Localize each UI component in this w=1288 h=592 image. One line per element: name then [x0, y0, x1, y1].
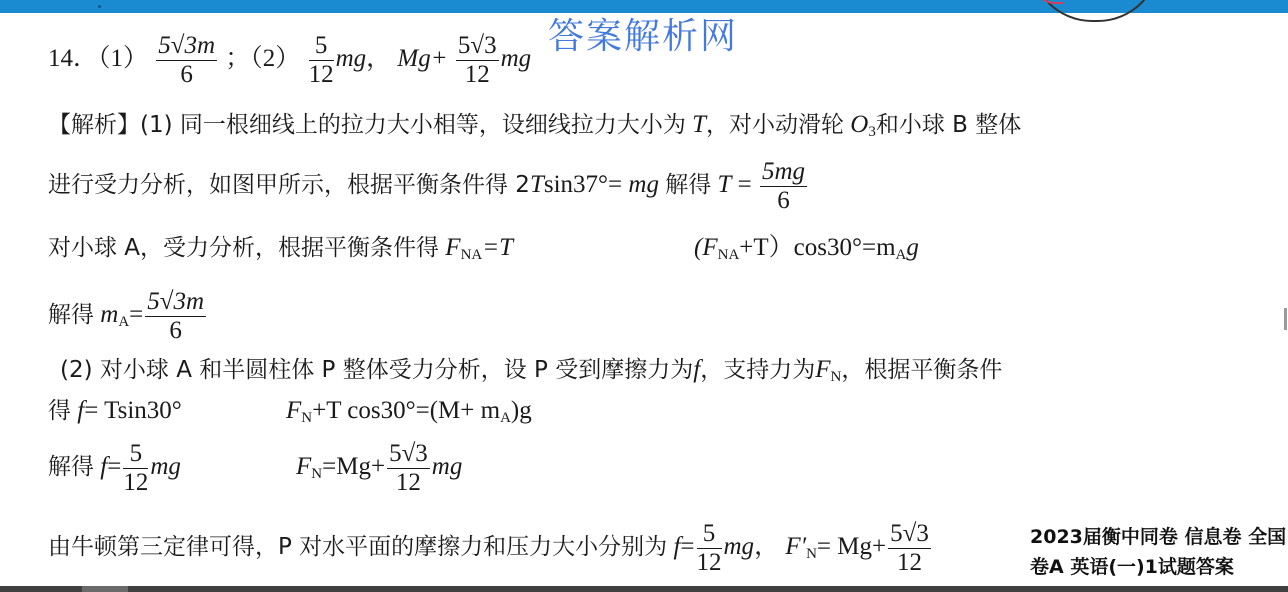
var-T: T	[692, 111, 707, 138]
fraction-denominator: 12	[896, 549, 922, 576]
subscript: N	[311, 466, 323, 483]
equation-part: (F	[694, 234, 718, 261]
text-run: 解得	[665, 172, 712, 199]
equation-part: +T）cos30°=m	[739, 234, 896, 261]
text-run: 【解析】(1) 同一根细线上的拉力大小相等，设细线拉力大小为	[48, 112, 686, 138]
fraction-denominator: 12	[696, 549, 722, 576]
subscript: NA	[717, 247, 740, 263]
text-run: ，支持力为	[700, 357, 816, 383]
fraction-denominator: 12	[308, 61, 334, 88]
equals: =	[731, 171, 758, 199]
answer-fraction-3	[456, 32, 499, 89]
text-run: 解得	[48, 302, 94, 329]
fraction-denominator: 6	[169, 317, 182, 344]
var-mg: mg	[150, 453, 181, 481]
var-f: f	[673, 533, 681, 561]
subscript: N	[806, 546, 817, 563]
subscript: A	[500, 410, 511, 426]
analysis-line-8	[48, 520, 933, 577]
fraction-mA	[145, 288, 206, 345]
fraction-denominator: 12	[123, 469, 149, 496]
bottom-bar-segment	[82, 586, 128, 592]
answer-fraction-2	[309, 32, 334, 89]
fraction-numerator: 5	[123, 440, 148, 469]
answer-line	[48, 32, 531, 89]
fraction-denominator: 6	[180, 61, 193, 88]
analysis-line-3	[48, 233, 513, 270]
answer-mg-2: mg	[500, 45, 532, 73]
analysis-line-1	[48, 110, 1021, 147]
var-F: F	[445, 234, 461, 261]
fraction-numerator: 5	[309, 32, 334, 61]
answer-Mg-plus: Mg+	[397, 45, 448, 73]
subscript: A	[895, 247, 907, 263]
analysis-line-6-eq	[286, 396, 532, 433]
text-run: 解得	[48, 454, 94, 481]
subscript: 3	[868, 124, 876, 140]
text-run: ，	[754, 533, 780, 561]
fraction-numerator: 5√3m	[147, 288, 205, 315]
fraction-f-prime	[697, 520, 722, 577]
fraction-FN-prime	[888, 520, 931, 577]
var-f: f	[693, 356, 701, 383]
analysis-line-7	[48, 440, 181, 497]
var-T: T	[717, 171, 732, 199]
equation-part: +T cos30°=(M+ m	[312, 397, 501, 424]
var-f: f	[100, 453, 108, 481]
answer-mg: mg	[335, 45, 367, 73]
var-F: F	[296, 453, 312, 481]
equation-part: )g	[510, 397, 532, 424]
text-run: 和小球 B 整体	[875, 112, 1022, 138]
text-run: 对小球 A，受力分析，根据平衡条件得	[48, 235, 440, 261]
fraction-numerator: 5mg	[761, 158, 806, 185]
equation-part: = Mg+	[816, 533, 887, 561]
answer-fraction-1	[156, 32, 217, 89]
var-f: f	[77, 397, 85, 424]
fraction-numerator: 5	[697, 520, 722, 549]
equation-part: =Mg+	[322, 453, 386, 481]
var-F-prime: F′	[785, 533, 807, 561]
fraction-f	[123, 440, 148, 497]
subscript: N	[830, 369, 842, 385]
watermark: 答案解析网	[548, 16, 739, 57]
text-run: (2) 对小球 A 和半圆柱体 P 整体受力分析，设 P 受到摩擦力为	[60, 357, 694, 383]
fraction-denominator: 12	[464, 61, 490, 88]
answer-comma: ，	[366, 45, 392, 73]
equation-part: = Tsin30°	[84, 397, 182, 424]
bottom-bar	[0, 586, 1288, 592]
answer-separator: ；（2）	[225, 45, 301, 73]
var-F: F	[815, 356, 831, 383]
analysis-line-3-eq	[694, 233, 919, 270]
fraction-T	[760, 158, 807, 215]
var-O: O	[850, 111, 869, 138]
equation-part: =T	[482, 234, 514, 261]
analysis-line-6	[48, 396, 182, 426]
answer-number: 14．（1）	[48, 45, 149, 73]
text-run: ，对小动滑轮	[706, 112, 845, 138]
overlay-caption: 2023届衡中同卷 信息卷 全国卷A 英语(一)1试题答案	[1030, 526, 1287, 578]
analysis-line-5	[60, 355, 1002, 392]
equals: =	[107, 453, 122, 481]
text-run: 由牛顿第三定律可得，P 对水平面的摩擦力和压力大小分别为	[48, 534, 668, 561]
var-F: F	[286, 397, 302, 424]
fraction-FN	[387, 440, 430, 497]
subscript: N	[301, 410, 313, 426]
equals: =	[680, 533, 695, 561]
scrollbar-thumb[interactable]	[1284, 308, 1287, 330]
subscript: NA	[460, 247, 483, 263]
var-T: T	[529, 171, 544, 199]
analysis-line-7-eq	[296, 440, 462, 497]
subscript: A	[118, 314, 130, 331]
analysis-line-4	[48, 288, 208, 345]
text-run: 得	[48, 398, 71, 424]
var-g: g	[906, 234, 919, 261]
var-mg: mg	[431, 453, 463, 481]
fraction-denominator: 6	[777, 187, 790, 214]
var-mg: mg	[723, 533, 755, 561]
top-bar-dot	[98, 5, 101, 8]
fraction-numerator: 5√3	[457, 32, 497, 59]
fraction-numerator: 5√3	[389, 440, 428, 467]
fraction-denominator: 12	[395, 469, 421, 496]
text-run: sin37°=	[543, 171, 623, 199]
text-run: 进行受力分析，如图甲所示，根据平衡条件得 2	[48, 172, 530, 199]
analysis-line-2	[48, 158, 809, 215]
text-run: ，根据平衡条件	[841, 357, 1003, 383]
fraction-numerator: 5√3m	[158, 32, 216, 59]
var-mg: mg	[628, 171, 659, 199]
var-m: m	[100, 301, 119, 329]
fraction-numerator: 5√3	[890, 520, 929, 547]
equals: =	[129, 301, 144, 329]
